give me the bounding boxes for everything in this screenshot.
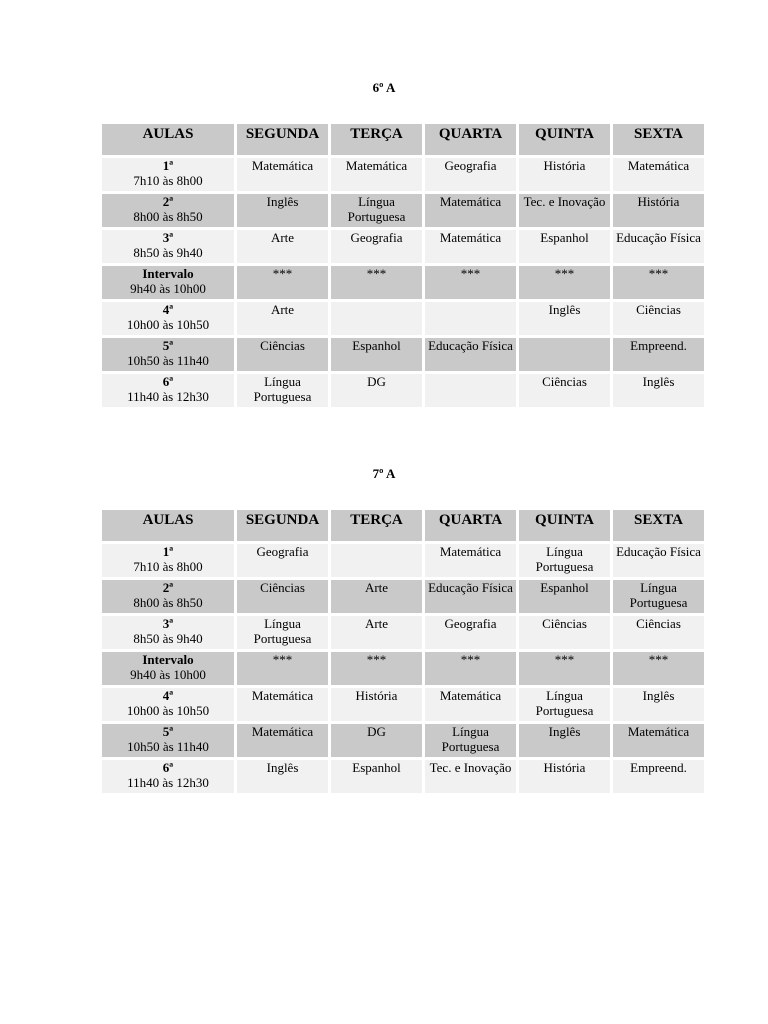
table-row [102,374,704,410]
subject-cell: Ciências [613,302,704,338]
period-cell [102,374,234,410]
period-time: 7h10 às 8h00 [133,559,203,574]
table-row [102,230,704,266]
period-time: 10h50 às 11h40 [127,353,209,368]
subject-cell: Arte [331,580,422,616]
period-time: 8h50 às 9h40 [133,245,203,260]
subject-cell: Ciências [519,374,610,410]
table-row [102,652,704,688]
subject-cell: Inglês [613,688,704,724]
period-label: 5ª [162,338,174,353]
subject-cell: Matemática [425,230,516,266]
header-quarta: QUARTA [425,124,516,158]
period-label: 3ª [162,616,174,631]
header-row [102,510,704,544]
subject-cell: *** [331,652,422,688]
subject-cell [519,338,610,374]
subject-cell: Inglês [519,302,610,338]
header-sexta: SEXTA [613,124,704,158]
header-terca: TERÇA [331,510,422,544]
subject-cell: *** [519,266,610,302]
subject-cell [331,302,422,338]
period-cell [102,158,234,194]
table-row [102,266,704,302]
subject-cell: Espanhol [519,230,610,266]
subject-cell: Língua Portuguesa [331,194,422,230]
period-time: 10h00 às 10h50 [126,703,210,718]
subject-cell: Matemática [331,158,422,194]
subject-cell: Educação Física [613,544,704,580]
subject-cell: *** [425,266,516,302]
subject-cell: Ciências [237,338,328,374]
subject-cell: Matemática [425,544,516,580]
period-label: 4ª [162,302,174,317]
subject-cell: História [613,194,704,230]
header-quinta: QUINTA [519,510,610,544]
subject-cell: Matemática [613,724,704,760]
schedule-table-6a [99,124,707,410]
table-row [102,158,704,194]
subject-cell: Língua Portuguesa [519,688,610,724]
subject-cell: Espanhol [331,760,422,796]
subject-cell: *** [237,266,328,302]
header-aulas: AULAS [102,510,234,544]
table-row [102,338,704,374]
subject-cell: Geografia [331,230,422,266]
subject-cell: Inglês [613,374,704,410]
subject-cell: Matemática [425,194,516,230]
subject-cell: Tec. e Inovação [425,760,516,796]
header-aulas: AULAS [102,124,234,158]
period-time: 10h50 às 11h40 [127,739,209,754]
subject-cell [425,302,516,338]
header-quinta: QUINTA [519,124,610,158]
subject-cell: Arte [331,616,422,652]
subject-cell: Geografia [237,544,328,580]
subject-cell: História [331,688,422,724]
subject-cell: Geografia [425,158,516,194]
period-cell [102,652,234,688]
schedule-table-7a [99,510,707,796]
subject-cell: História [519,158,610,194]
subject-cell: Matemática [237,724,328,760]
subject-cell: Inglês [519,724,610,760]
subject-cell: Educação Física [425,580,516,616]
header-segunda: SEGUNDA [237,510,328,544]
period-time: 11h40 às 12h30 [127,389,209,404]
subject-cell: Língua Portuguesa [237,616,328,652]
header-row [102,124,704,158]
period-label: 2ª [162,580,174,595]
period-time: 8h00 às 8h50 [133,209,203,224]
period-cell [102,724,234,760]
period-time: 9h40 às 10h00 [130,281,206,296]
table-row [102,302,704,338]
subject-cell: Educação Física [613,230,704,266]
subject-cell [425,374,516,410]
table-row [102,194,704,230]
subject-cell: Língua Portuguesa [519,544,610,580]
class-title-6a: 6º A [372,80,396,95]
period-time: 8h50 às 9h40 [133,631,203,646]
subject-cell: Língua Portuguesa [425,724,516,760]
period-cell [102,544,234,580]
table-row [102,724,704,760]
subject-cell: Ciências [519,616,610,652]
subject-cell [331,544,422,580]
table-row [102,760,704,796]
period-cell [102,230,234,266]
period-time: 9h40 às 10h00 [130,667,206,682]
table-row [102,688,704,724]
subject-cell: Matemática [237,688,328,724]
subject-cell: Empreend. [613,760,704,796]
subject-cell: Espanhol [331,338,422,374]
period-label: 2ª [162,194,174,209]
class-title-7a: 7º A [372,466,396,481]
subject-cell: DG [331,724,422,760]
subject-cell: Inglês [237,760,328,796]
period-label: Intervalo [142,652,194,667]
period-time: 11h40 às 12h30 [127,775,209,790]
period-cell [102,194,234,230]
subject-cell: Educação Física [425,338,516,374]
period-label: 1ª [162,544,174,559]
period-cell [102,688,234,724]
subject-cell: *** [331,266,422,302]
subject-cell: Inglês [237,194,328,230]
subject-cell: Arte [237,230,328,266]
period-cell [102,760,234,796]
header-sexta: SEXTA [613,510,704,544]
period-label: 6ª [162,374,174,389]
subject-cell: Empreend. [613,338,704,374]
subject-cell: Arte [237,302,328,338]
subject-cell: Espanhol [519,580,610,616]
subject-cell: História [519,760,610,796]
header-terca: TERÇA [331,124,422,158]
header-quarta: QUARTA [425,510,516,544]
subject-cell: Matemática [613,158,704,194]
subject-cell: *** [425,652,516,688]
period-label: 1ª [162,158,174,173]
table-row [102,544,704,580]
period-cell [102,338,234,374]
period-label: 5ª [162,724,174,739]
period-time: 8h00 às 8h50 [133,595,203,610]
subject-cell: Geografia [425,616,516,652]
period-cell [102,580,234,616]
subject-cell: Matemática [425,688,516,724]
table-row [102,580,704,616]
header-segunda: SEGUNDA [237,124,328,158]
subject-cell: *** [519,652,610,688]
subject-cell: Ciências [237,580,328,616]
subject-cell: Matemática [237,158,328,194]
period-time: 10h00 às 10h50 [126,317,210,332]
subject-cell: *** [613,652,704,688]
period-cell [102,302,234,338]
table-row [102,616,704,652]
period-time: 7h10 às 8h00 [133,173,203,188]
period-label: 3ª [162,230,174,245]
subject-cell: DG [331,374,422,410]
period-cell [102,616,234,652]
subject-cell: Ciências [613,616,704,652]
subject-cell: *** [237,652,328,688]
subject-cell: Tec. e Inovação [519,194,610,230]
subject-cell: *** [613,266,704,302]
period-label: 4ª [162,688,174,703]
period-label: Intervalo [142,266,194,281]
subject-cell: Língua Portuguesa [237,374,328,410]
period-label: 6ª [162,760,174,775]
period-cell [102,266,234,302]
subject-cell: Língua Portuguesa [613,580,704,616]
